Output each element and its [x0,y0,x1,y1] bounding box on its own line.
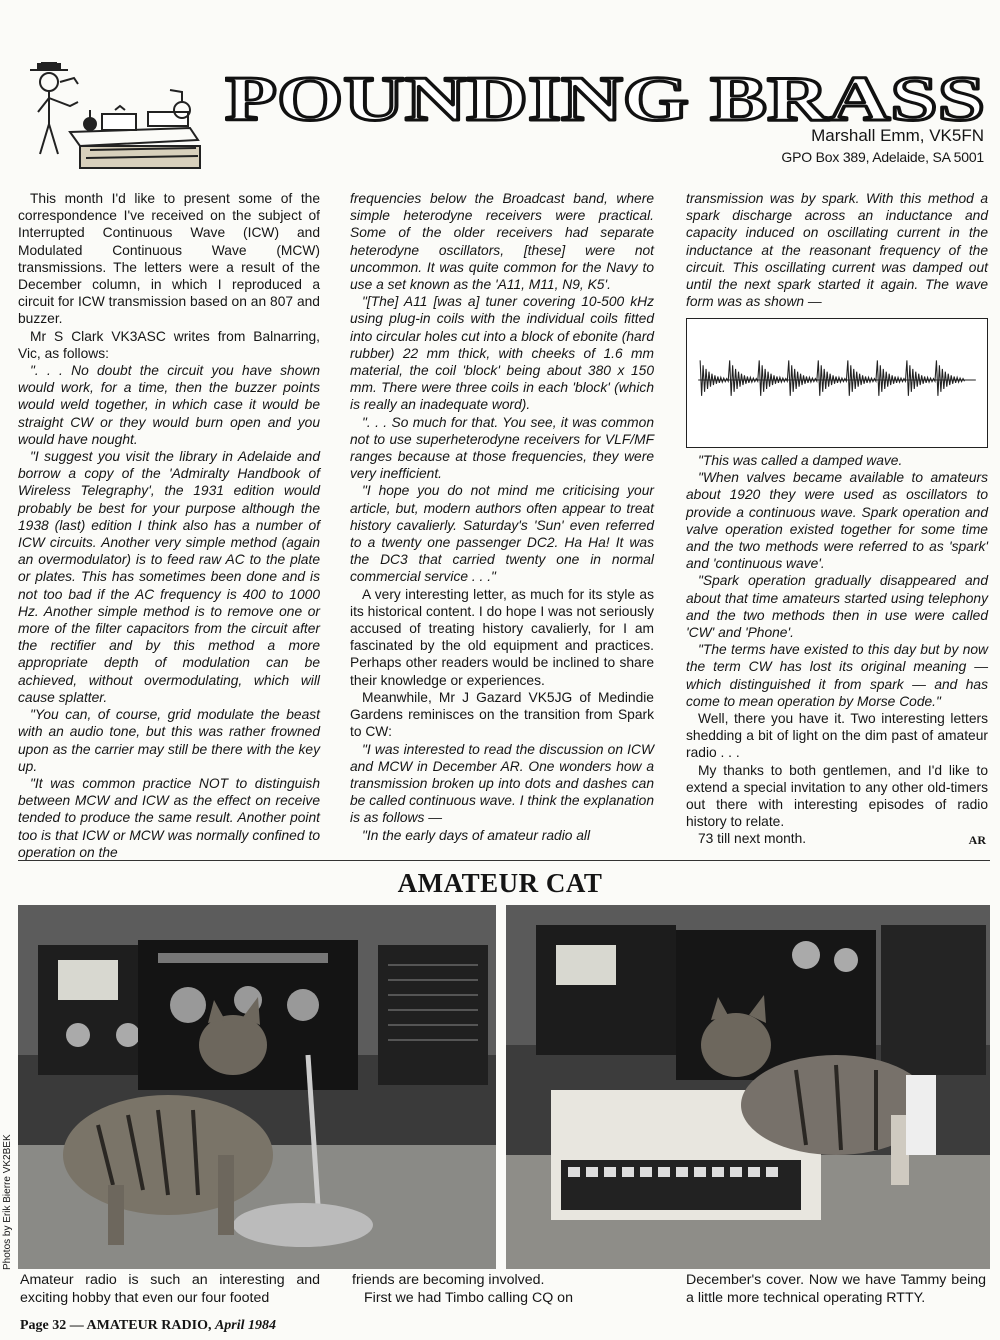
paragraph: friends are becoming involved. [352,1272,545,1288]
author-address: GPO Box 389, Adelaide, SA 5001 [781,149,984,165]
article-title-text: POUNDING BRASS [225,63,985,132]
damped-wave-trace [700,360,964,395]
paragraph: "I suggest you visit the library in Adelaide and borrow a copy of the 'Admiralty Handbook of Wireless Telegraphy', the 1931 edition would probably be best for your purpose although the 1938 (last) edition I think also has a number of ICW circuits. Another very simple method (again an overmodulator) is to feed raw AC to the plate or plates. This has sometimes been done and is not too bad if the AC frequency is 400 to 1000 Hz. Another simple method is to remove one or more of the filter capacitors from the circuit after the rectifier and by this method a more appropriate depth of modulation can be achieved, without overmodulating, which will cause splatter. [18,449,320,705]
caption-column-1 [20,1272,320,1307]
caption-column-2 [352,1272,652,1307]
photo-cat-on-rtty-keyboard [506,905,990,1269]
paragraph: "[The] A11 [was a] tuner covering 10-500 kHz using plug-in coils with the individual coils fitted into circular holes cut into a block of ebonite (hard rubber) 22 mm thick, with cheeks of 1.6 mm material, the coil 'block' being about 380 x 150 mm. There were three coils in each 'block' (which is really an inadequate word). [350,294,654,413]
paragraph: Amateur radio is such an interesting and exciting hobby that even our four footed [20,1272,320,1306]
caption-column-3 [686,1272,986,1307]
paragraph: Meanwhile, Mr J Gazard VK5JG of Medindie Gardens reminisces on the transition from Spark to CW: [350,689,654,740]
paragraph: "You can, of course, grid modulate the beast with an audio tone, but this was rather frowned upon as the carrier may still be there with the key up. [18,707,320,774]
paragraph: "When valves became available to amateurs about 1920 they were used as oscillators to provide a continuous wave. Spark operation and valve operation existed together for some time and the two methods were referred to as 'spark' and 'continuous wave'. [686,470,988,572]
issue-date: April 1984 [214,1318,277,1333]
photo-cat-with-microphone [18,905,496,1269]
paragraph: Mr S Clark VK3ASC writes from Balnarring, Vic, as follows: [18,328,320,361]
paragraph: "I hope you do not mind me criticising your article, but, modern authors often appear to treat history cavalierly. Saturday's 'Sun' even referred to a twenty one passenger DC2. Ha Ha! It was the DC3 that carried twenty one in normal commercial service . . ." [350,483,654,585]
end-mark: AR [968,833,986,847]
article-column-3-top [686,190,988,310]
section-divider [18,860,990,861]
paragraph: "This was called a damped wave. [698,453,903,468]
article-column-2 [350,190,654,844]
paragraph: A very interesting letter, as much for its style as its historical content. I do hope I was not seriously accused of treating history cavalierly, for I am fascinated by the old equipment and practices. Perhaps other readers would be inclined to share their knowledge or experiences. [350,586,654,688]
paragraph: My thanks to both gentlemen, and I'd like to extend a special invitation to any other old-timers out there with interesting episodes of radio history to relate. [686,762,988,830]
paragraph: "It was common practice NOT to distinguish between MCW and ICW as the effect on receive tended to produce the same result. Another point too is that ICW or MCW was normally confined to operation on the [18,775,320,860]
page-label: Page 32 — [20,1318,84,1333]
telegraph-key-cartoon [20,62,210,174]
photo-credit: Photos by Erik Bierre VK2BEK [2,1134,13,1270]
paragraph: ". . . So much for that. You see, it was common not to use superheterodyne receivers for VLF/MF ranges because at those frequencies, they were very inefficient. [350,414,654,482]
paragraph: Well, there you have it. Two interesting letters shedding a bit of light on the dim past of amateur radio . . . [686,711,988,761]
article-column-3-bottom [686,452,988,848]
paragraph: "Spark operation gradually disappeared and about that time amateurs started using telephony and the two methods then in use were called 'CW' and 'Phone'. [686,573,988,641]
damped-wave-diagram [686,318,988,448]
article-column-1 [18,190,320,861]
section-title: AMATEUR CAT [397,868,603,898]
paragraph: First we had Timbo calling CQ on [364,1289,573,1306]
page-footer [20,1318,276,1334]
byline [781,126,984,166]
author-name: Marshall Emm, VK5FN [811,126,984,145]
paragraph: December's cover. Now we have Tammy being a little more technical operating RTTY. [686,1272,986,1306]
paragraph: transmission was by spark. With this method a spark discharge across an inductance and capacity induced on oscillating current in the inductance at the reasonant frequency of the circuit. This oscillating current was damped out until the next spark started it again. The wave form was as shown — [686,191,988,310]
paragraph: 73 till next month. [698,831,807,847]
paragraph: "In the early days of amateur radio all [362,827,591,843]
paragraph: "The terms have existed to this day but by now the term CW has lost its original meaning — which distinguished it from spark — and has come to mean operation by Morse Code." [686,642,988,709]
paragraph: ". . . No doubt the circuit you have shown would work, for a time, then the buzzer points would weld together, in which case it would be straight CW or they would burn open and you would have nought. [18,363,320,447]
article-title [225,62,985,132]
magazine-name: AMATEUR RADIO, [86,1318,212,1333]
paragraph: This month I'd like to present some of the correspondence I've received on the subject of Interrupted Continuous Wave (ICW) and Modulated Continuous Wave (MCW) transmissions. The letters were a result of the December column, in which I reproduced a circuit for ICW transmission based on an 807 and buzzer. [18,191,320,327]
paragraph: frequencies below the Broadcast band, where simple heterodyne receivers were practical. Some of the older receivers had separate heterodyne oscillators, [these] were not uncommon. It was quite common for the Navy to use a set known as the 'A11, M11, N9, K5'. [350,191,654,293]
paragraph: "I was interested to read the discussion on ICW and MCW in December AR. One wonders how a transmission broken up into dots and dashes can be called continuous wave. I think the explanation is as follows — [350,741,654,826]
